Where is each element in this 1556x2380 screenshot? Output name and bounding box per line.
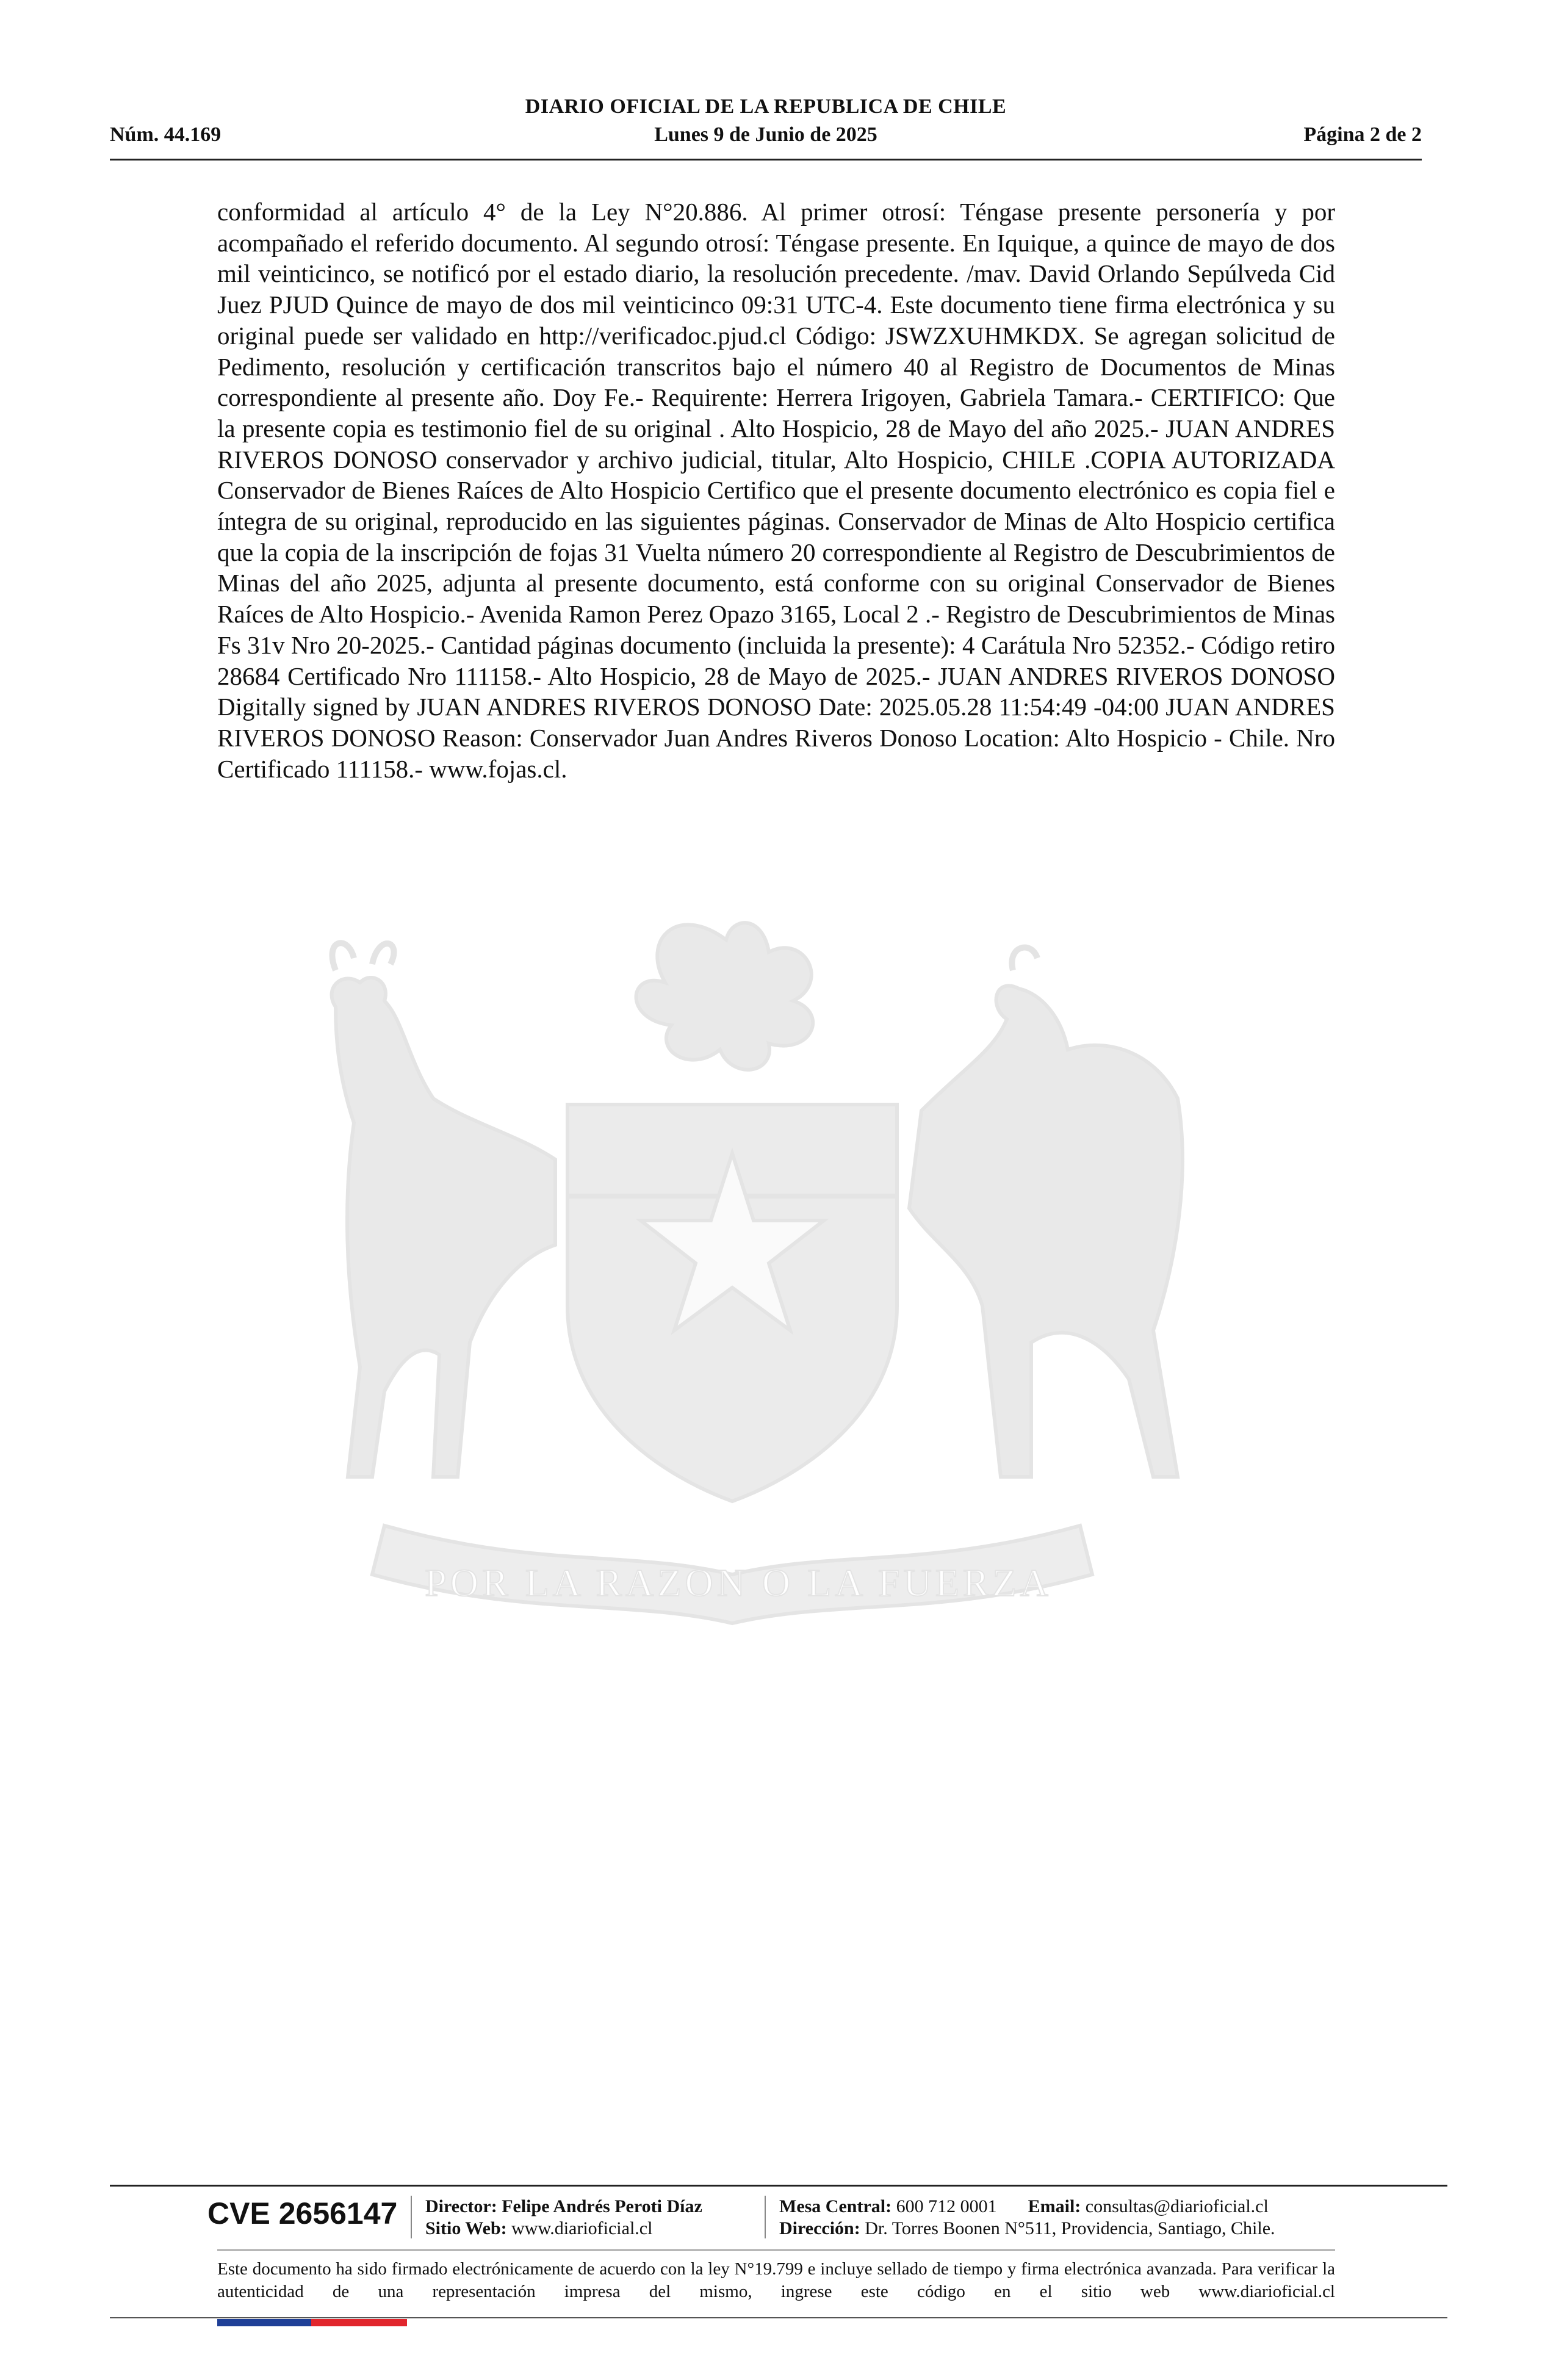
website-line <box>425 2218 652 2240</box>
page-header <box>110 92 1422 160</box>
seal-motto: POR LA RAZON O LA FUERZA <box>425 1561 1052 1604</box>
page-number: Página 2 de 2 <box>1303 123 1422 146</box>
newspaper-title: DIARIO OFICIAL DE LA REPUBLICA DE CHILE <box>525 95 1007 118</box>
footer-mid-divider <box>217 2249 1335 2251</box>
website-link[interactable]: www.diarioficial.cl <box>511 2218 653 2238</box>
footer-separator <box>765 2196 766 2238</box>
website-label: Sitio Web: <box>425 2218 507 2238</box>
issue-number: Núm. 44.169 <box>110 123 222 146</box>
document-body-text: conformidad al artículo 4° de la Ley N°20.886. Al primer otrosí: Téngase presente personería y por acompañado el referido documento. Al segundo otrosí: Téngase presente. En Iquique, a quince de mayo de dos mil veinticinco, se notificó por el estado diario, la resolución precedente. /mav. David Orlando Sepúlveda Cid Juez PJUD Quince de mayo de dos mil veinticinco 09:31 UTC-4. Este documento tiene firma electrónica y su original puede ser validado en http://verificadoc.pjud.cl Código: JSWZXUHMKDX. Se agregan solicitud de Pedimento, resolución y certificación transcritos bajo el número 40 al Registro de Documentos de Minas correspondiente al presente año. Doy Fe.- Requirente: Herrera Irigoyen, Gabriela Tamara.- CERTIFICO: Que la presente copia es testimonio fiel de su original . Alto Hospicio, 28 de Mayo del año 2025.- JUAN ANDRES RIVEROS DONOSO conservador y archivo judicial, titular, Alto Hospicio, CHILE .COPIA AUTORIZADA Conservador de Bienes Raíces de Alto Hospicio Certifico que el presente documento electrónico es copia fiel e íntegra de su original, reproducido en las siguientes páginas. Conservador de Minas de Alto Hospicio certifica que la copia de la inscripción de fojas 31 Vuelta número 20 correspondiente al Registro de Descubrimientos de Minas del año 2025, adjunta al presente documento, está conforme con su original Conservador de Bienes Raíces de Alto Hospicio.- Avenida Ramon Perez Opazo 3165, Local 2 .- Registro de Descubrimientos de Minas Fs 31v Nro 20-2025.- Cantidad páginas documento (incluida la presente): 4 Carátula Nro 52352.- Código retiro 28684 Certificado Nro 111158.- Alto Hospicio, 28 de Mayo de 2025.- JUAN ANDRES RIVEROS DONOSO Digitally signed by JUAN ANDRES RIVEROS DONOSO Date: 2025.05.28 11:54:49 -04:00 JUAN ANDRES RIVEROS DONOSO Reason: Conservador Juan Andres Riveros Donoso Location: Alto Hospicio - Chile. Nro Certificado 111158.- www.fojas.cl. <box>217 198 1335 783</box>
email-link[interactable]: consultas@diarioficial.cl <box>1085 2196 1269 2216</box>
address-line <box>779 2218 1275 2240</box>
flag-stripe-red <box>311 2319 407 2326</box>
address-value: Dr. Torres Boonen N°511, Providencia, Santiago, Chile. <box>865 2218 1275 2238</box>
director-value: Felipe Andrés Peroti Díaz <box>502 2196 702 2216</box>
footer-bottom-divider <box>110 2317 1447 2318</box>
flag-stripe-blue <box>217 2319 311 2326</box>
footer-separator <box>411 2196 412 2238</box>
email-label: Email: <box>1028 2196 1081 2216</box>
cve-code: CVE 2656147 <box>207 2196 398 2230</box>
footer-top-divider <box>110 2185 1447 2187</box>
issue-date: Lunes 9 de Junio de 2025 <box>654 123 877 146</box>
director-line <box>425 2196 702 2218</box>
address-label: Dirección: <box>779 2218 860 2238</box>
signature-disclaimer: Este documento ha sido firmado electrónicamente de acuerdo con la ley N°19.799 e incluye sellado de tiempo y firma electrónica avanzada. Para verificar la autenticidad de una representación impresa del mismo, ingrese este código en el sitio web www.diarioficial.cl <box>217 2259 1335 2301</box>
coat-of-arms-watermark-icon <box>201 867 1275 1660</box>
director-label: Director: <box>425 2196 497 2216</box>
contact-line <box>779 2196 1269 2218</box>
mesa-label: Mesa Central: <box>779 2196 892 2216</box>
mesa-phone: 600 712 0001 <box>896 2196 997 2216</box>
